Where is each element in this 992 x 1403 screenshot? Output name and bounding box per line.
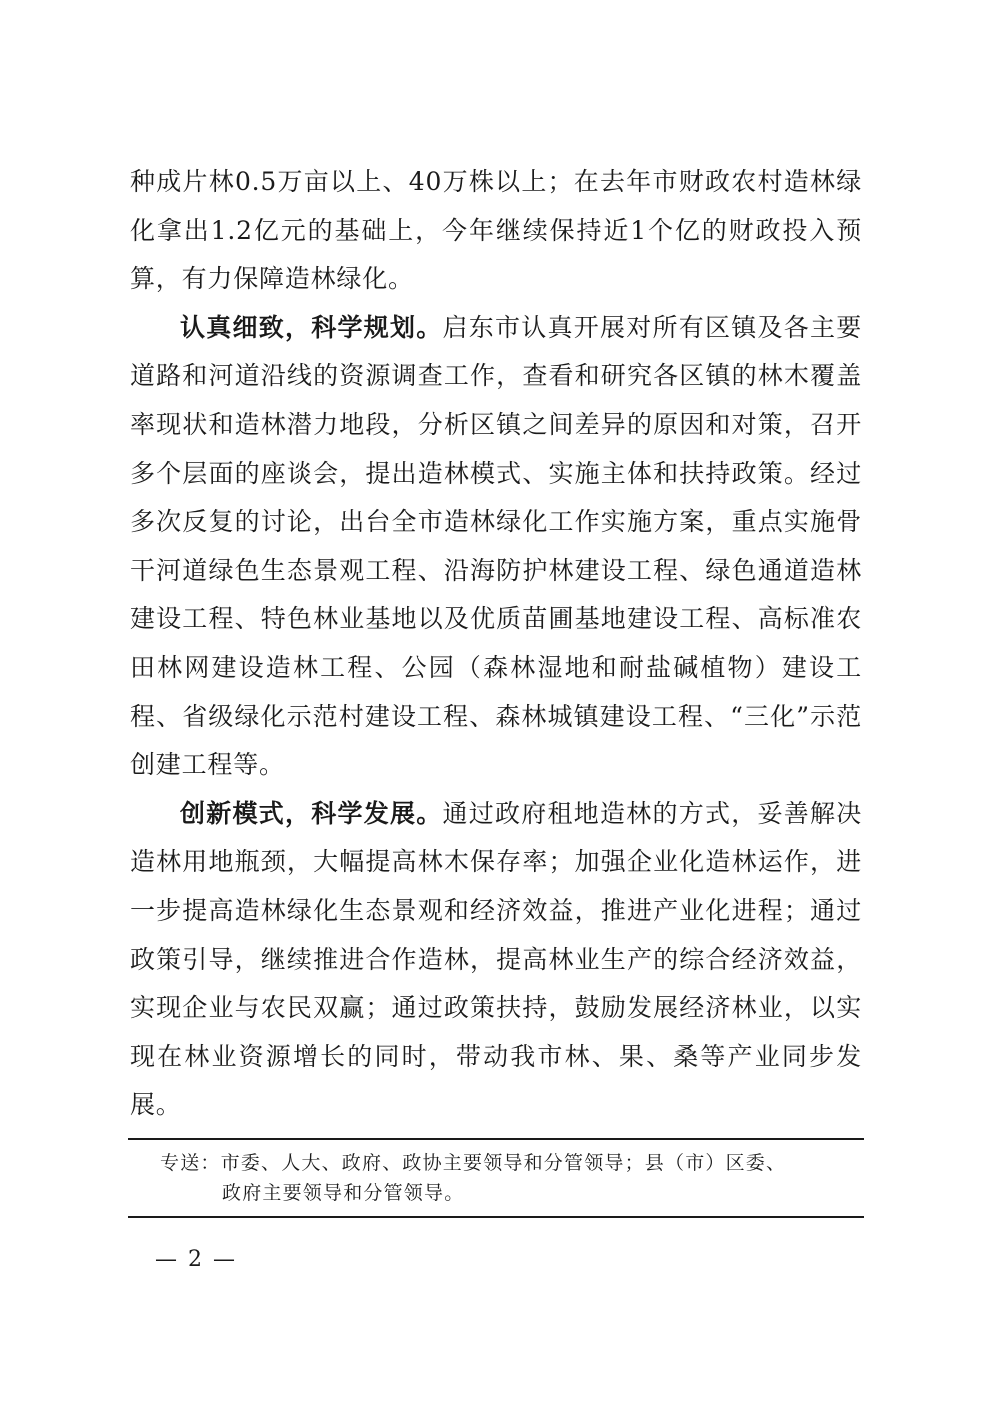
distribution-list (160, 1148, 860, 1208)
paragraph-heading: 创新模式，科学发展。 (180, 798, 443, 828)
paragraph-continuation (130, 158, 862, 304)
distribution-top-rule (128, 1138, 864, 1140)
paragraph-innovation (130, 790, 862, 1130)
paragraph-text: 通过政府租地造林的方式，妥善解决造林用地瓶颈，大幅提高林木保存率；加强企业化造林运作，进一步提高造林绿化生态景观和经济效益，推进产业化进程；通过政策引导，继续推进合作造林，提高林业生产的综合经济效益，实现企业与农民双赢；通过政策扶持，鼓励发展经济林业，以实现在林业资源增长的同时，带动我市林、果、桑等产业同步发展。 (130, 798, 862, 1120)
page-number: — 2 — (155, 1247, 237, 1272)
paragraph-text: 启东市认真开展对所有区镇及各主要道路和河道沿线的资源调查工作，查看和研究各区镇的林木覆盖率现状和造林潜力地段，分析区镇之间差异的原因和对策，召开多个层面的座谈会，提出造林模式、实施主体和扶持政策。经过多次反复的讨论，出台全市造林绿化工作实施方案，重点实施骨干河道绿色生态景观工程、沿海防护林建设工程、绿色通道造林建设工程、特色林业基地以及优质苗圃基地建设工程、高标准农田林网建设造林工程、公园（森林湿地和耐盐碱植物）建设工程、省级绿化示范村建设工程、森林城镇建设工程、“三化”示范创建工程等。 (130, 312, 862, 780)
distribution-line-2: 政府主要领导和分管领导。 (222, 1182, 465, 1204)
distribution-line-1: 专送：市委、人大、政府、政协主要领导和分管领导；县（市）区委、 (160, 1152, 787, 1174)
document-body (130, 158, 862, 1130)
distribution-bottom-rule (128, 1216, 864, 1218)
paragraph-planning (130, 304, 862, 790)
paragraph-text: 种成片林0.5万亩以上、40万株以上；在去年市财政农村造林绿化拿出1.2亿元的基础上，今年继续保持近1个亿的财政投入预算，有力保障造林绿化。 (130, 167, 862, 294)
paragraph-heading: 认真细致，科学规划。 (180, 312, 443, 342)
